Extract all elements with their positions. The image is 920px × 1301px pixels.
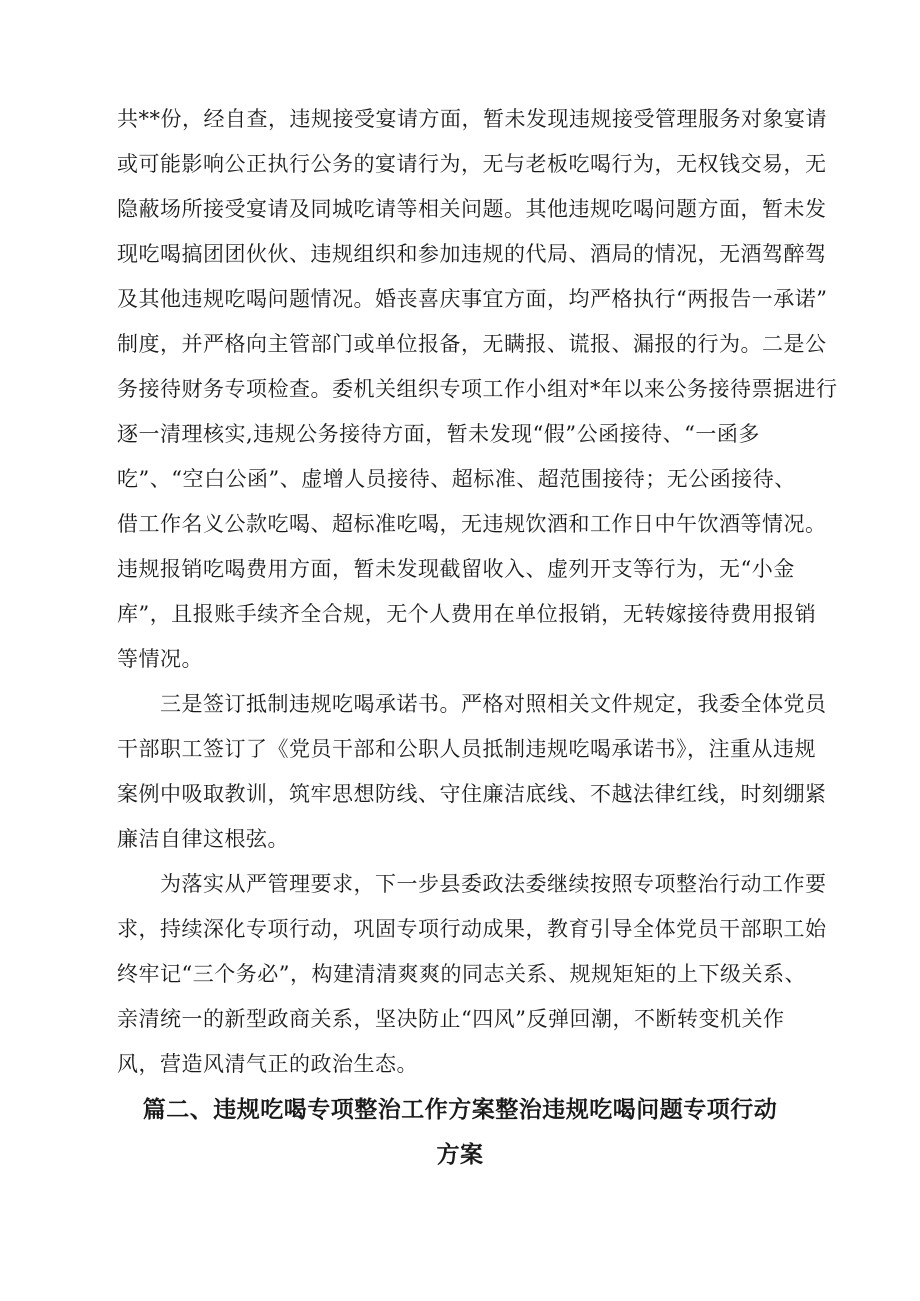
body-line: 制度，并严格向主管部门或单位报备，无瞒报、谎报、漏报的行为。二是公 bbox=[117, 332, 827, 356]
body-line: 务接待财务专项检查。委机关组织专项工作小组对*年以来公务接待票据进行 bbox=[117, 377, 838, 401]
body-line: 风，营造风清气正的政治生态。 bbox=[117, 1052, 418, 1076]
body-line: 求，持续深化专项行动，巩固专项行动成果，教育引导全体党员干部职工始 bbox=[117, 917, 827, 941]
body-line: 廉洁自律这根弦。 bbox=[117, 827, 289, 851]
body-line: 隐蔽场所接受宴请及同城吃请等相关问题。其他违规吃喝问题方面，暂未发 bbox=[117, 197, 827, 221]
body-line: 等情况。 bbox=[117, 647, 203, 671]
body-line: 共**份，经自查，违规接受宴请方面，暂未发现违规接受管理服务对象宴请 bbox=[117, 107, 827, 131]
body-line: 吃”、“空白公函”、虚增人员接待、超标准、超范围接待；无公函接待、 bbox=[117, 467, 796, 491]
paragraph-next-steps-line: 为落实从严管理要求，下一步县委政法委继续按照专项整治行动工作要 bbox=[117, 872, 827, 896]
body-line: 或可能影响公正执行公务的宴请行为，无与老板吃喝行为，无权钱交易，无 bbox=[117, 152, 827, 176]
body-line: 现吃喝搞团团伙伙、违规组织和参加违规的代局、酒局的情况，无酒驾醉驾 bbox=[117, 242, 827, 266]
section-heading-line: 方案 bbox=[436, 1142, 484, 1168]
body-line: 及其他违规吃喝问题情况。婚丧喜庆事宜方面，均严格执行“两报告一承诺” bbox=[117, 287, 828, 311]
section-heading-line: 篇二、违规吃喝专项整治工作方案整治违规吃喝问题专项行动 bbox=[142, 1097, 778, 1123]
body-line: 终牢记“三个务必”，构建清清爽爽的同志关系、规规矩矩的上下级关系、 bbox=[117, 962, 806, 986]
paragraph-commitment-line: 三是签订抵制违规吃喝承诺书。严格对照相关文件规定，我委全体党员 bbox=[117, 692, 827, 716]
body-line: 库”，且报账手续齐全合规，无个人费用在单位报销，无转嫁接待费用报销 bbox=[117, 602, 817, 626]
body-line: 亲清统一的新型政商关系，坚决防止“四风”反弹回潮，不断转变机关作 bbox=[117, 1007, 785, 1031]
body-line: 借工作名义公款吃喝、超标准吃喝，无违规饮酒和工作日中午饮酒等情况。 bbox=[117, 512, 827, 536]
body-line: 案例中吸取教训，筑牢思想防线、守住廉洁底线、不越法律红线，时刻绷紧 bbox=[117, 782, 827, 806]
body-line: 逐一清理核实,违规公务接待方面，暂未发现“假”公函接待、“一函多 bbox=[117, 422, 760, 446]
body-line: 违规报销吃喝费用方面，暂未发现截留收入、虚列开支等行为，无“小金 bbox=[117, 557, 795, 581]
body-line: 干部职工签订了《党员干部和公职人员抵制违规吃喝承诺书》，注重从违规 bbox=[117, 737, 816, 761]
